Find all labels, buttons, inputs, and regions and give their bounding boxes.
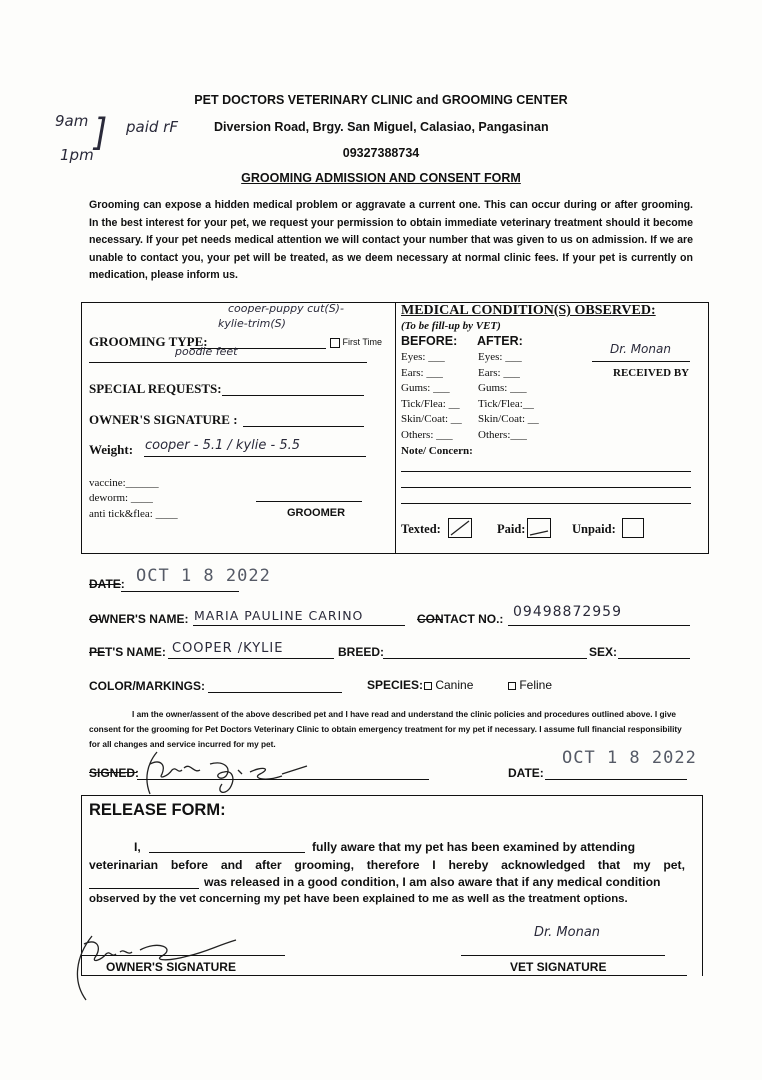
paid-label: Paid:: [497, 522, 526, 536]
received-by-line: [592, 361, 690, 362]
release-line1-b: fully aware that my pet has been examined by attending: [312, 840, 636, 854]
consent-date-line: [545, 779, 687, 780]
note-concern-label: Note/ Concern:: [401, 445, 473, 457]
clinic-address: Diversion Road, Brgy. San Miguel, Calasiao, Pangasinan: [214, 120, 549, 134]
pet-name-line: [168, 658, 334, 659]
pet-name-label: PET'S NAME:: [89, 645, 166, 659]
after-row: Skin/Coat: __: [478, 413, 539, 425]
before-row: Eyes: ___: [401, 351, 445, 363]
date-stamp: OCT 1 8 2022: [136, 566, 271, 586]
after-row: Eyes: ___: [478, 351, 522, 363]
signed-line: [137, 779, 429, 780]
consent-text: I am the owner/assent of the above described pet and I have read and understand the clinic policies and procedures outlined above. I give consent for the grooming for Pet Doctors Veterinary Clinic to obtain emergency treatment for my pet if necessary. I assume full financial responsibility for all changes and service incurred for my pet.: [89, 709, 682, 749]
antitick-field: anti tick&flea: ____: [89, 508, 178, 520]
color-markings-label: COLOR/MARKINGS:: [89, 679, 205, 693]
owner-signature-line: [243, 426, 364, 427]
canine-checkbox[interactable]: [424, 682, 432, 690]
release-line2: veterinarian before and after grooming, therefore I hereby acknowledged that my pet,: [89, 858, 685, 872]
texted-option[interactable]: [401, 522, 441, 537]
release-line4: observed by the vet concerning my pet have been explained to me as well as the treatment options.: [89, 893, 628, 905]
date-line: [121, 591, 239, 592]
first-time-option[interactable]: [330, 337, 382, 348]
signed-strike: [89, 772, 137, 773]
medical-subtitle: (To be fill-up by VET): [401, 320, 501, 332]
owner-name-value: MARIA PAULINE CARINO: [194, 608, 364, 623]
check-mark-icon: [528, 519, 550, 537]
sex-line: [618, 658, 690, 659]
groomer-label: GROOMER: [287, 507, 346, 519]
texted-checkbox[interactable]: [448, 518, 472, 538]
clinic-phone: 09327388734: [342, 146, 420, 160]
owner-strike: [89, 619, 101, 620]
margin-note-time-end: 1pm: [60, 146, 94, 164]
check-mark-icon: [449, 519, 471, 537]
after-row: Others:___: [478, 428, 527, 441]
after-header: AFTER:: [477, 334, 523, 348]
sex-label: SEX:: [589, 645, 618, 659]
contact-strike: [417, 619, 443, 620]
owner-name-label: OWNER'S NAME:: [89, 612, 189, 626]
contact-line: [508, 625, 690, 626]
species-feline-option[interactable]: [508, 678, 552, 692]
form-title: GROOMING ADMISSION AND CONSENT FORM: [241, 171, 521, 185]
vaccine-field: vaccine:______: [89, 477, 159, 489]
release-bottom-line: [81, 975, 687, 976]
breed-label: BREED:: [338, 645, 385, 659]
paid-checkbox[interactable]: [527, 518, 551, 538]
special-requests-line: [222, 395, 364, 396]
deworm-field: deworm: ____: [89, 492, 153, 504]
species-label: SPECIES:: [367, 678, 424, 692]
vet-signature-label: VET SIGNATURE: [510, 960, 607, 974]
special-requests-label: SPECIAL REQUESTS:: [89, 381, 222, 396]
before-row: Skin/Coat: __: [401, 413, 462, 425]
release-pet-line: [89, 888, 199, 889]
grooming-type-label: GROOMING TYPE:: [89, 334, 208, 349]
unpaid-checkbox[interactable]: [622, 518, 644, 538]
release-line1-a: I,: [134, 840, 141, 854]
after-row: Gums: ___: [478, 382, 527, 394]
breed-line: [383, 658, 587, 659]
first-time-label: First Time: [342, 337, 383, 347]
owner-signature-label: OWNER'S SIGNATURE :: [89, 412, 238, 427]
before-row: Ears: ___: [401, 366, 443, 379]
received-by-signature: Dr. Monan: [610, 342, 671, 356]
medical-title: MEDICAL CONDITION(S) OBSERVED:: [401, 303, 656, 318]
note-line-3: [401, 503, 691, 504]
grooming-type-line-2: [89, 362, 367, 363]
unpaid-label: Unpaid:: [572, 522, 616, 536]
vet-signature-line: [461, 955, 665, 956]
signed-label: SIGNED:: [89, 766, 140, 780]
grooming-type-handwriting-1: cooper-puppy cut(S)-: [228, 302, 344, 315]
before-row: Others: ___: [401, 428, 453, 441]
before-header: BEFORE:: [401, 334, 458, 348]
date-strike: [89, 584, 121, 585]
species-canine-option[interactable]: [424, 678, 473, 692]
contact-value: 09498872959: [513, 604, 622, 620]
after-row: Tick/Flea:__: [478, 397, 534, 410]
feline-label: Feline: [519, 678, 553, 692]
date-label: DATE:: [89, 577, 125, 591]
vet-signature-scribble: Dr. Monan: [534, 925, 601, 940]
before-row: Gums: ___: [401, 382, 450, 394]
groomer-line: [256, 501, 362, 502]
note-line-2: [401, 487, 691, 488]
after-row: Ears: ___: [478, 366, 520, 379]
release-title: RELEASE FORM:: [89, 801, 226, 819]
weight-label: Weight:: [89, 442, 134, 457]
margin-bracket: ]: [94, 111, 108, 155]
consent-date-label: DATE:: [508, 766, 544, 780]
owner-name-line: [193, 625, 405, 626]
received-by-label: RECEIVED BY: [613, 367, 690, 379]
paid-option[interactable]: [497, 522, 525, 537]
canine-label: Canine: [435, 678, 474, 692]
note-line-1: [401, 471, 691, 472]
clinic-name: PET DOCTORS VETERINARY CLINIC and GROOMING CENTER: [194, 93, 568, 107]
weight-line: [144, 456, 366, 457]
pet-strike: [89, 652, 105, 653]
weight-value: cooper - 5.1 / kylie - 5.5: [145, 438, 300, 453]
box-divider: [395, 302, 396, 554]
margin-note-paid: paid rF: [126, 118, 178, 136]
margin-note-time-start: 9am: [55, 112, 89, 130]
intro-paragraph: Grooming can expose a hidden medical problem or aggravate a current one. This can occur during or after grooming. In the best interest for your pet, we request your permission to obtain immediate veterinary treatment should it become necessary. If your pet needs medical attention we will contact your number that was given to us on admission. If we are unable to contact you, your pet will be treated, as we deem necessary at normal clinic fees. If your pet is currently on medication, please inform us.: [89, 199, 693, 282]
grooming-type-handwriting-3: poodle feet: [175, 345, 238, 358]
release-line3: was released in a good condition, I am also aware that if any medical condition: [204, 875, 661, 889]
owner-release-signature-line: [81, 955, 285, 956]
grooming-type-handwriting-2: kylie-trim(S): [218, 317, 286, 330]
before-row: Tick/Flea: __: [401, 397, 460, 410]
unpaid-option[interactable]: [572, 522, 616, 537]
color-markings-line: [208, 692, 342, 693]
feline-checkbox[interactable]: [508, 682, 516, 690]
pet-name-value: COOPER /KYLIE: [172, 641, 284, 656]
consent-date-stamp: OCT 1 8 2022: [562, 748, 697, 768]
contact-label: CONTACT NO.:: [417, 612, 504, 626]
texted-label: Texted:: [401, 522, 441, 536]
owner-release-signature-label: OWNER'S SIGNATURE: [106, 960, 236, 974]
release-name-line: [149, 852, 305, 853]
first-time-checkbox[interactable]: [330, 338, 340, 348]
